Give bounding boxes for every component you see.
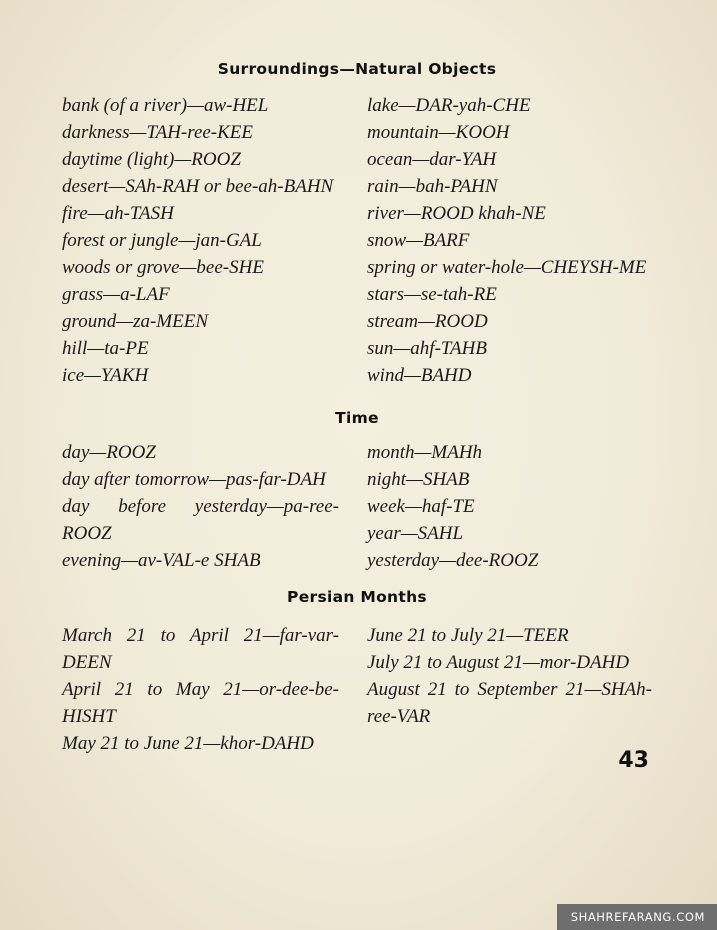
glossary-entry: [367, 649, 652, 676]
entry-text: evening—av-VAL-e SHAB: [62, 550, 261, 571]
entry-text: May 21 to June 21—khor-DAHD: [62, 733, 314, 754]
glossary-entry: [367, 335, 652, 362]
glossary-entry: [62, 335, 339, 362]
glossary-entry: [62, 200, 339, 227]
glossary-entry: [62, 362, 339, 389]
entry-text: rain—bah-PAHN: [367, 176, 498, 197]
entry-text: mountain—KOOH: [367, 122, 510, 143]
glossary-entry: [367, 466, 652, 493]
glossary-entry: [367, 227, 652, 254]
column-left-time: [62, 439, 357, 574]
entry-text: snow—BARF: [367, 230, 470, 251]
entry-text: ocean—dar-YAH: [367, 149, 497, 170]
entry-text: June 21 to July 21—TEER: [367, 625, 569, 646]
glossary-entry: [367, 520, 652, 547]
entry-text: July 21 to August 21—mor-DAHD: [367, 652, 630, 673]
entry-text: fire—ah-TASH: [62, 203, 174, 224]
glossary-entry: [62, 281, 339, 308]
entry-text: year—SAHL: [367, 523, 464, 544]
section-title-surroundings: Surroundings—Natural Objects: [217, 60, 497, 78]
entry-text: April 21 to May 21—or-dee-be-HISHT: [62, 679, 339, 727]
glossary-entry: [62, 227, 339, 254]
entry-text: sun—ahf-TAHB: [367, 338, 487, 359]
glossary-entry: [62, 466, 339, 493]
entry-text: night—SHAB: [367, 469, 470, 490]
glossary-entry: [367, 676, 652, 730]
glossary-entry: [62, 439, 339, 466]
column-right-persian-months: [357, 622, 652, 757]
entry-text: darkness—TAH-ree-KEE: [62, 122, 254, 143]
entry-text: March 21 to April 21—far-var-DEEN: [62, 625, 339, 673]
glossary-entry: [62, 173, 339, 200]
glossary-entry: [367, 173, 652, 200]
entry-text: month—MAHh: [367, 442, 483, 463]
watermark: SHAHREFARANG.COM: [557, 904, 717, 930]
column-right-surroundings: [357, 92, 652, 389]
entry-text: yesterday—dee-ROOZ: [367, 550, 539, 571]
glossary-entry: [62, 493, 339, 547]
entry-text: grass—a-LAF: [62, 284, 170, 305]
glossary-entry: [62, 308, 339, 335]
glossary-entry: [367, 493, 652, 520]
entry-text: bank (of a river)—aw-HEL: [62, 95, 269, 116]
glossary-entry: [62, 730, 339, 757]
column-right-time: [357, 439, 652, 574]
entry-text: ice—YAKH: [62, 365, 149, 386]
glossary-entry: [62, 119, 339, 146]
entry-text: stream—ROOD: [367, 311, 488, 332]
section-columns-surroundings: [62, 92, 652, 389]
glossary-entry: [62, 676, 339, 730]
entry-text: week—haf-TE: [367, 496, 475, 517]
glossary-entry: [367, 439, 652, 466]
entry-text: wind—BAHD: [367, 365, 472, 386]
entry-text: stars—se-tah-RE: [367, 284, 497, 305]
glossary-entry: [367, 200, 652, 227]
glossary-entry: [367, 92, 652, 119]
page-number: 43: [618, 748, 649, 773]
section-columns-persian-months: [62, 622, 652, 757]
entry-text: forest or jungle—jan-GAL: [62, 230, 262, 251]
entry-text: river—ROOD khah-NE: [367, 203, 546, 224]
entry-text: ground—za-MEEN: [62, 311, 209, 332]
entry-text: daytime (light)—ROOZ: [62, 149, 241, 170]
glossary-entry: [62, 547, 339, 574]
section-columns-time: [62, 439, 652, 574]
glossary-entry: [367, 254, 652, 281]
glossary-entry: [367, 547, 652, 574]
entry-text: woods or grove—bee-SHE: [62, 257, 264, 278]
entry-text: day after tomorrow—pas-far-DAH: [62, 469, 326, 490]
entry-text: August 21 to September 21—SHAh-ree-VAR: [367, 679, 652, 727]
entry-text: lake—DAR-yah-CHE: [367, 95, 531, 116]
glossary-entry: [62, 254, 339, 281]
glossary-entry: [367, 362, 652, 389]
glossary-entry: [367, 146, 652, 173]
column-left-persian-months: [62, 622, 357, 757]
glossary-entry: [367, 119, 652, 146]
entry-text: day—ROOZ: [62, 442, 156, 463]
glossary-entry: [62, 146, 339, 173]
glossary-entry: [367, 308, 652, 335]
entry-text: spring or water-hole—CHEYSH-ME: [367, 257, 647, 278]
entry-text: day before yesterday—pa-ree-ROOZ: [62, 496, 339, 544]
entry-text: hill—ta-PE: [62, 338, 149, 359]
glossary-entry: [62, 92, 339, 119]
column-left-surroundings: [62, 92, 357, 389]
page-content: [62, 60, 652, 757]
glossary-entry: [367, 622, 652, 649]
section-title-persian-months: Persian Months: [287, 588, 427, 606]
section-title-time: Time: [335, 409, 379, 427]
entry-text: desert—SAh-RAH or bee-ah-BAHN: [62, 176, 334, 197]
glossary-entry: [367, 281, 652, 308]
glossary-entry: [62, 622, 339, 676]
